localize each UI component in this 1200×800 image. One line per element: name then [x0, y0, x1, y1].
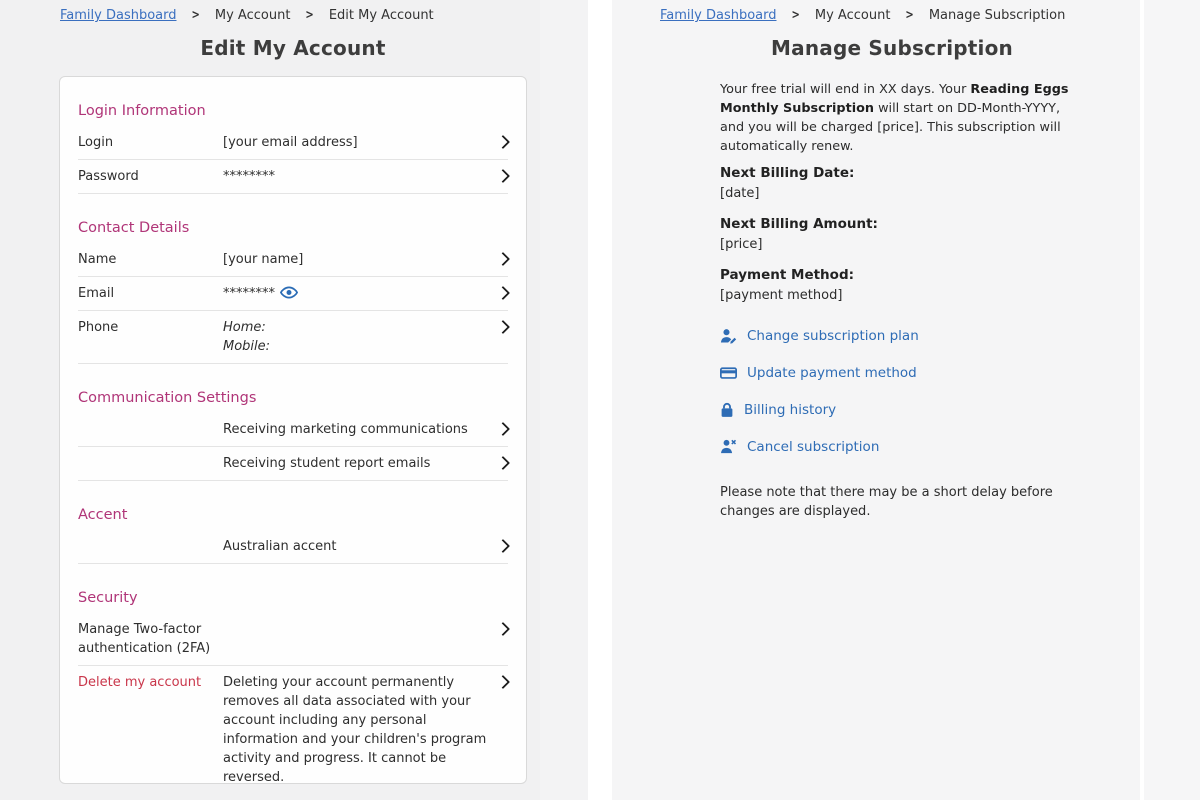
link-label: Cancel subscription: [747, 438, 880, 455]
canvas-right-margin: [1144, 0, 1200, 800]
link-label: Billing history: [744, 401, 837, 418]
plan-name: Reading Eggs Monthly Subscription: [720, 82, 1069, 116]
section-heading-login-information: Login Information: [78, 103, 206, 119]
phone-home-label: Home:: [223, 320, 266, 335]
page-title: Manage Subscription: [771, 36, 1013, 60]
chevron-right-icon: [490, 288, 508, 298]
section-heading-contact-details: Contact Details: [78, 220, 190, 236]
section-heading-accent: Accent: [78, 507, 128, 523]
next-billing-amount-label: Next Billing Amount:: [720, 216, 878, 232]
lock-icon: [720, 402, 734, 418]
breadcrumb-item-my-account: My Account: [814, 8, 891, 23]
row-delete-account[interactable]: [78, 666, 508, 794]
edit-account-page: [0, 0, 540, 800]
delete-account-label: Delete my account: [78, 675, 202, 690]
user-edit-icon: [720, 328, 737, 344]
row-value: [223, 318, 490, 356]
row-value: ********: [223, 284, 490, 303]
row-two-factor[interactable]: [78, 613, 508, 666]
breadcrumb-separator-icon: >: [305, 8, 314, 23]
page-title: Edit My Account: [200, 36, 386, 60]
row-value: Receiving student report emails: [223, 456, 431, 471]
row-student-report-emails[interactable]: [78, 447, 508, 481]
link-billing-history[interactable]: [720, 401, 1072, 418]
breadcrumb-separator-icon: >: [905, 8, 914, 23]
row-phone[interactable]: [78, 311, 508, 364]
link-label: Update payment method: [747, 364, 917, 381]
row-label: Login: [78, 135, 114, 150]
subscription-content: [720, 80, 1072, 521]
eye-icon[interactable]: [280, 286, 298, 299]
row-value: Receiving marketing communications: [223, 422, 468, 437]
row-name[interactable]: [78, 243, 508, 277]
breadcrumb-item-current: Manage Subscription: [928, 8, 1066, 23]
chevron-right-icon: [490, 458, 508, 468]
delete-account-description: Deleting your account permanently removes all data associated with your account including any personal information and your children's program activity and progress. It cannot be reversed.: [223, 675, 487, 785]
row-value: [your name]: [223, 252, 304, 267]
phone-mobile-label: Mobile:: [223, 339, 271, 354]
link-change-subscription-plan[interactable]: [720, 327, 1072, 344]
user-x-icon: [720, 439, 737, 454]
row-marketing-communications[interactable]: [78, 413, 508, 447]
row-value: Australian accent: [223, 539, 337, 554]
next-billing-date-label: Next Billing Date:: [720, 165, 855, 181]
left-page-edge: [540, 0, 588, 800]
row-password[interactable]: [78, 160, 508, 194]
payment-method-value: [payment method]: [720, 288, 843, 303]
trial-info-text: Your free trial will end in XX days. Your Reading Eggs Monthly Subscription will start on DD-Month-YYYY, and you will be charged [price]. This subscription will automatically renew.: [720, 82, 1069, 154]
next-billing-amount-group: [720, 215, 1072, 254]
link-update-payment-method[interactable]: [720, 364, 1072, 381]
chevron-right-icon: [490, 254, 508, 264]
delay-note: Please note that there may be a short delay before changes are displayed.: [720, 485, 1053, 519]
account-card: [59, 76, 527, 784]
breadcrumb-item-current: Edit My Account: [328, 8, 434, 23]
breadcrumb: [660, 0, 1140, 23]
section-heading-security: Security: [78, 590, 138, 606]
link-cancel-subscription[interactable]: [720, 438, 1072, 455]
chevron-right-icon: [490, 171, 508, 181]
row-login[interactable]: [78, 126, 508, 160]
row-email[interactable]: [78, 277, 508, 311]
breadcrumb-link-family-dashboard[interactable]: Family Dashboard: [60, 8, 177, 23]
manage-subscription-page: [612, 0, 1140, 800]
next-billing-date-value: [date]: [720, 186, 760, 201]
chevron-right-icon: [490, 137, 508, 147]
row-accent[interactable]: [78, 530, 508, 564]
breadcrumb-separator-icon: >: [791, 8, 800, 23]
payment-method-label: Payment Method:: [720, 267, 855, 283]
row-label: Email: [78, 286, 115, 301]
row-label: Name: [78, 252, 117, 267]
chevron-right-icon: [490, 424, 508, 434]
breadcrumb: [60, 0, 540, 23]
payment-method-group: [720, 266, 1072, 305]
next-billing-amount-value: [price]: [720, 237, 763, 252]
row-value: [your email address]: [223, 135, 358, 150]
row-label: Password: [78, 169, 139, 184]
row-value: ********: [223, 169, 275, 184]
breadcrumb-separator-icon: >: [191, 8, 200, 23]
subscription-links: [720, 327, 1072, 455]
breadcrumb-link-family-dashboard[interactable]: Family Dashboard: [660, 8, 777, 23]
link-label: Change subscription plan: [747, 327, 919, 344]
chevron-right-icon: [490, 624, 508, 634]
credit-card-icon: [720, 366, 737, 380]
chevron-right-icon: [490, 677, 508, 687]
breadcrumb-item-my-account: My Account: [214, 8, 291, 23]
section-heading-communication-settings: Communication Settings: [78, 390, 257, 406]
next-billing-date-group: [720, 164, 1072, 203]
row-label: Manage Two-factor authentication (2FA): [78, 622, 211, 656]
chevron-right-icon: [490, 322, 508, 332]
chevron-right-icon: [490, 541, 508, 551]
row-label: Phone: [78, 320, 119, 335]
page-gutter: [588, 0, 612, 800]
